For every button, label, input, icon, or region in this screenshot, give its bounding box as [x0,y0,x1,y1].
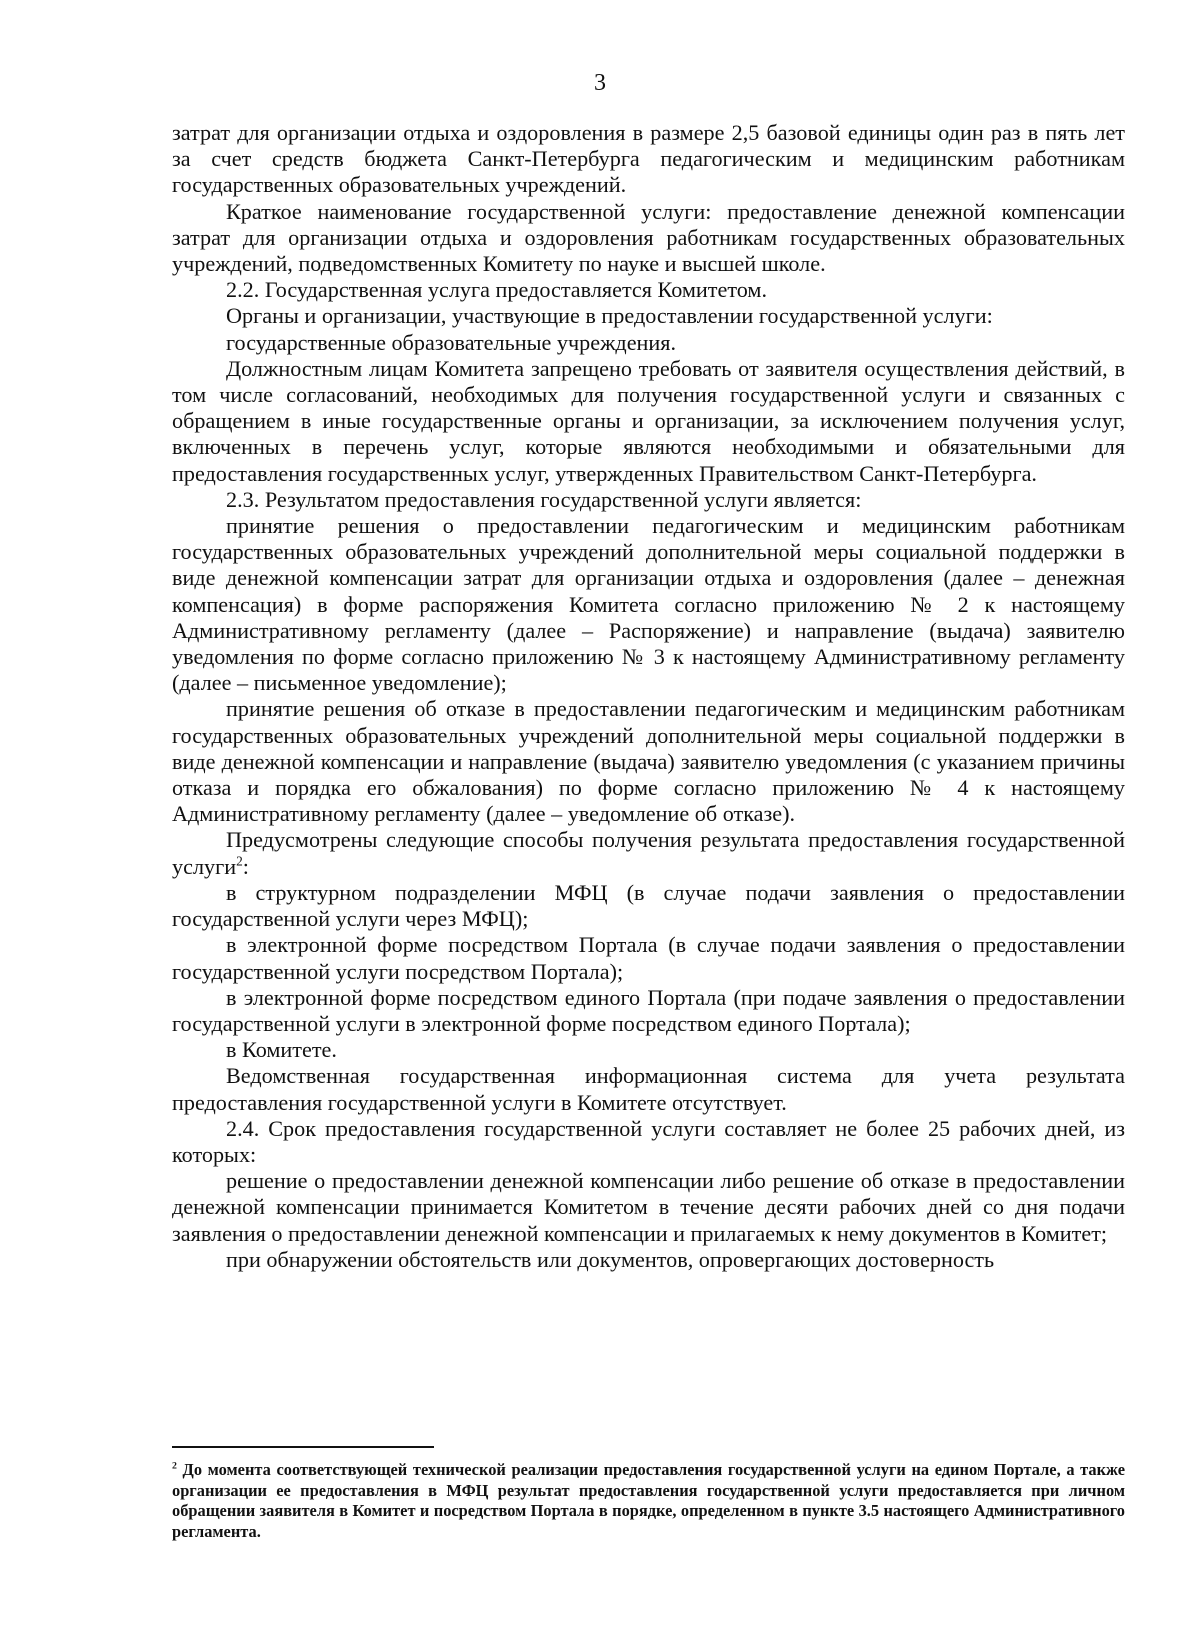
paragraph-short-name: Краткое наименование государственной услуги: предоставление денежной компенсации затрат для организации отдыха и оздоровления работникам государственных образовательных учреждений, подведомственных Комитету по науке и высшей школе. [172,198,1125,277]
paragraph-participants-list: государственные образовательные учреждения. [226,329,677,355]
paragraph-decision-term: решение о предоставлении денежной компенсации либо решение об отказе в предоставлении денежной компенсации принимается Комитетом в течение десяти рабочих дней со дня подачи заявления о предоставлении денежной компенсации и прилагаемых к нему документов в Комитет; [172,1168,1125,1246]
paragraph-method-unified-portal: в электронной форме посредством единого Портала (при подаче заявления о предоставлении государственной услуги в электронной форме посредством единого Портала); [172,984,1125,1036]
paragraph-result-methods [172,827,1125,879]
footnote-text: До момента соответствующей технической реализации предоставления государственной услуги на едином Портале, а также организации ее предоставления в МФЦ результат предоставления государственной услуги предоставляется при личном обращении заявителя в Комитет и посредством Портала в порядке, определенном в пункте 3.5 настоящего Административного регламента. [172,1460,1125,1541]
footnote-marker: 2 [172,1460,177,1472]
result-methods-colon: : [242,853,249,879]
footnote-reference: 2 [236,853,243,869]
paragraph-2-2: 2.2. Государственная услуга предоставляется Комитетом. [226,277,768,303]
paragraph-result-refusal: принятие решения об отказе в предоставлении педагогическим и медицинским работникам государственных образовательных учреждений дополнительной меры социальной поддержки в виде денежной компенсации и направление (выдача) заявителю уведомления (с указанием причины отказа и порядка его обжалования) по форме согласно приложению № 4 к настоящему Административному регламенту (далее – уведомление об отказе). [172,696,1125,827]
footnote [172,1460,1125,1542]
paragraph-method-mfc: в структурном подразделении МФЦ (в случае подачи заявления о предоставлении государственной услуги через МФЦ); [172,879,1125,932]
paragraph-method-portal: в электронной форме посредством Портала (в случае подачи заявления о предоставлении государственной услуги посредством Портала); [172,932,1125,984]
paragraph-2-3: 2.3. Результатом предоставления государственной услуги является: [226,486,862,512]
result-methods-text: Предусмотрены следующие способы получения результата предоставления государственной услуги [172,827,1125,879]
paragraph-result-grant: принятие решения о предоставлении педагогическим и медицинским работникам государственных образовательных учреждений дополнительной меры социальной поддержки в виде денежной компенсации затрат для организации отдыха и оздоровления (далее – денежная компенсация) в форме распоряжения Комитета согласно приложению № 2 к настоящему Административному регламенту (далее – Распоряжение) и направление (выдача) заявителю уведомления по форме согласно приложению № 3 к настоящему Административному регламенту (далее – письменное уведомление); [172,513,1125,696]
paragraph-information-system: Ведомственная государственная информационная система для учета результата предоставления государственной услуги в Комитете отсутствует. [172,1063,1125,1115]
paragraph-continuation: затрат для организации отдыха и оздоровления в размере 2,5 базовой единицы один раз в пять лет за счет средств бюджета Санкт-Петербурга педагогическим и медицинским работникам государственных образовательных учреждений. [172,120,1125,198]
paragraph-circumstances: при обнаружении обстоятельств или документов, опровергающих достоверность [226,1246,995,1272]
document-body [172,120,1125,1273]
paragraph-participants: Органы и организации, участвующие в предоставлении государственной услуги: [226,303,993,329]
footnote-divider [172,1446,434,1448]
page-number: 3 [594,70,606,96]
paragraph-prohibition: Должностным лицам Комитета запрещено требовать от заявителя осуществления действий, в том числе согласований, необходимых для получения государственной услуги и связанных с обращением в иные государственные органы и организации, за исключением получения услуг, включенных в перечень услуг, которые являются необходимыми и обязательными для предоставления государственных услуг, утвержденных Правительством Санкт-Петербурга. [172,355,1125,486]
paragraph-2-4: 2.4. Срок предоставления государственной услуги составляет не более 25 рабочих дней, из которых: [172,1115,1125,1167]
paragraph-method-committee: в Комитете. [226,1037,337,1063]
